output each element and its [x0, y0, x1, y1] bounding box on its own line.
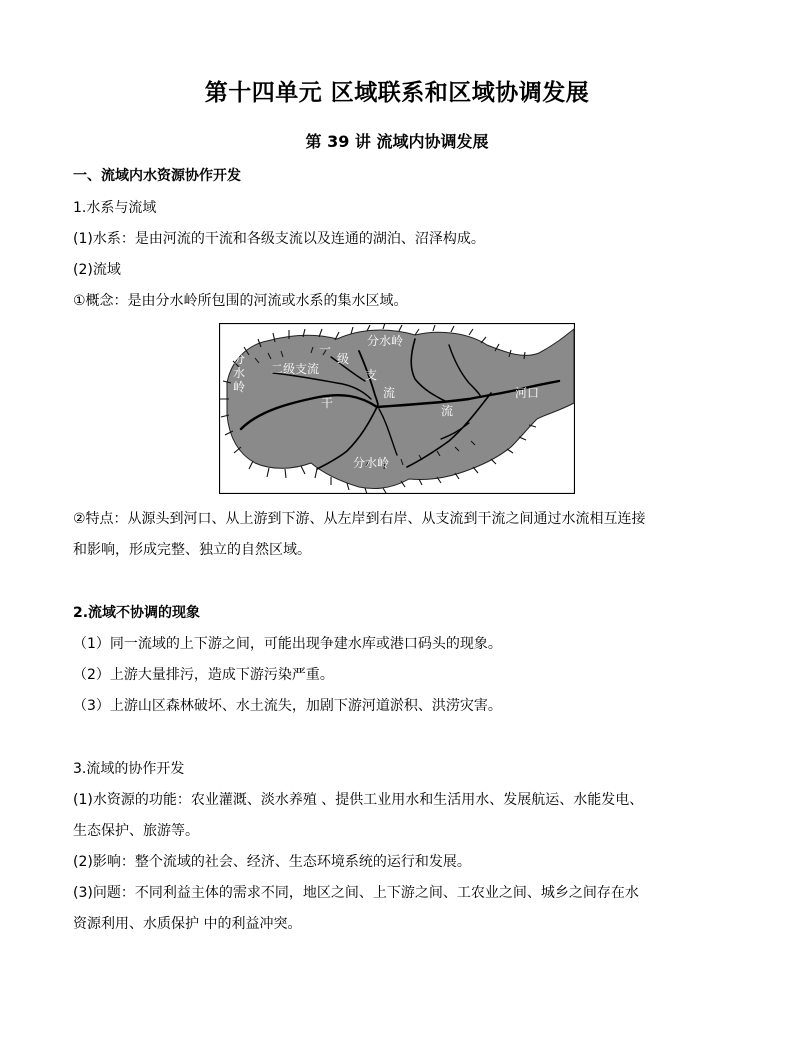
paragraph: (2)流域: [73, 262, 121, 278]
paragraph: （2）上游大量排污，造成下游污染严重。: [73, 667, 334, 683]
item-heading: 1.水系与流域: [73, 200, 157, 216]
label-gan: 干: [321, 396, 334, 410]
label-watershed-left-1: 分: [233, 352, 246, 366]
watershed-map-svg: [219, 323, 575, 494]
lesson-title: 第 39 讲 流域内协调发展: [305, 132, 489, 151]
watershed-diagram: [219, 323, 575, 494]
paragraph: （1）同一流域的上下游之间，可能出现争建水库或港口码头的现象。: [73, 636, 502, 652]
paragraph: ②特点：从源头到河口、从上游到下游、从左岸到右岸、从支流到干流之间通过水流相互连接: [73, 511, 646, 527]
paragraph: 生态保护、旅游等。: [73, 823, 199, 839]
label-liu-1: 流: [383, 386, 396, 400]
section-heading-2: 2.流域不协调的现象: [73, 605, 201, 621]
label-zhi: 支: [365, 368, 378, 382]
paragraph: (3)问题：不同利益主体的需求不同，地区之间、上下游之间、工农业之间、城乡之间存在水: [73, 885, 639, 901]
label-first-order-2: 级: [337, 352, 350, 366]
label-watershed-top: 分水岭: [367, 334, 404, 348]
label-liu-2: 流: [441, 404, 454, 418]
section-heading-3: 3.流域的协作开发: [73, 761, 185, 777]
label-watershed-left-3: 岭: [233, 380, 246, 394]
paragraph: 和影响，形成完整、独立的自然区域。: [73, 542, 311, 558]
label-watershed-left-2: 水: [233, 366, 246, 380]
label-second-order: 二级支流: [271, 362, 320, 376]
section-heading-1: 一、流域内水资源协作开发: [73, 168, 241, 184]
label-estuary: 河口: [515, 386, 540, 400]
paragraph: （3）上游山区森林破坏、水土流失，加剧下游河道淤积、洪涝灾害。: [73, 698, 502, 714]
paragraph: (1)水资源的功能：农业灌溉、淡水养殖 、提供工业用水和生活用水、发展航运、水能发电、: [73, 792, 644, 808]
paragraph: (2)影响：整个流域的社会、经济、生态环境系统的运行和发展。: [73, 854, 471, 870]
paragraph: (1)水系：是由河流的干流和各级支流以及连通的湖泊、沼泽构成。: [73, 231, 485, 247]
paragraph: ①概念：是由分水岭所包围的河流或水系的集水区域。: [73, 293, 408, 309]
label-watershed-bottom: 分水岭: [353, 456, 390, 470]
label-first-order-1: 一: [319, 342, 332, 356]
unit-title: 第十四单元 区域联系和区域协调发展: [204, 80, 590, 106]
paragraph: 资源利用、水质保护 中的利益冲突。: [73, 916, 302, 932]
